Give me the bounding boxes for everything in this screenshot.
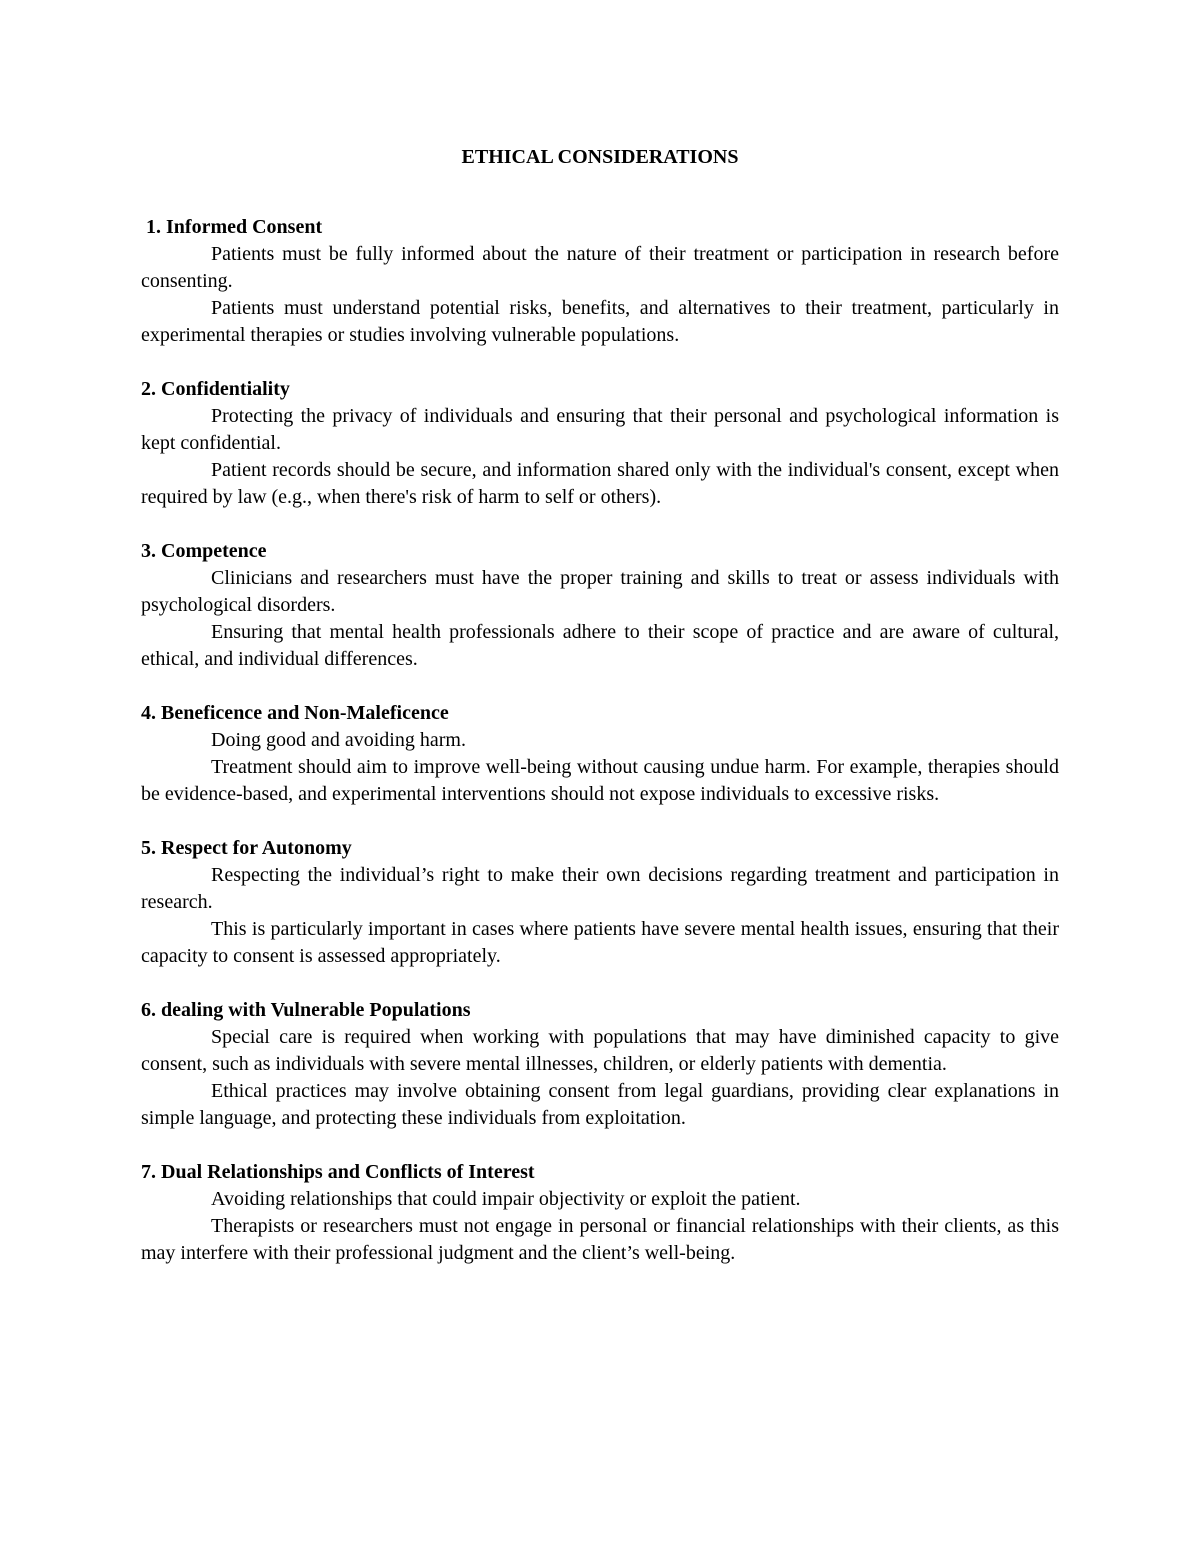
section-heading: 6. dealing with Vulnerable Populations [141,999,471,1021]
section-competence [141,538,1059,673]
section-heading: 1. Informed Consent [146,216,323,238]
section-paragraph: Protecting the privacy of individuals and ensuring that their personal and psychological information is kept confidential. [141,405,1059,454]
section-dual-relationships [141,1159,1059,1267]
section-heading: 4. Beneficence and Non-Maleficence [141,702,449,724]
section-paragraph: Ethical practices may involve obtaining consent from legal guardians, providing clear explanations in simple language, and protecting these individuals from exploitation. [141,1080,1059,1129]
section-paragraph: Patient records should be secure, and information shared only with the individual's consent, except when required by law (e.g., when there's risk of harm to self or others). [141,459,1059,508]
section-paragraph: Treatment should aim to improve well-being without causing undue harm. For example, therapies should be evidence-based, and experimental interventions should not expose individuals to excessive risks. [141,756,1059,805]
section-paragraph: Respecting the individual’s right to make their own decisions regarding treatment and participation in research. [141,864,1059,913]
section-paragraph: This is particularly important in cases where patients have severe mental health issues, ensuring that their capacity to consent is assessed appropriately. [141,918,1059,967]
section-vulnerable-populations [141,997,1059,1132]
section-paragraph: Special care is required when working with populations that may have diminished capacity to give consent, such as individuals with severe mental illnesses, children, or elderly patients with dementia. [141,1026,1059,1075]
section-heading: 7. Dual Relationships and Conflicts of Interest [141,1161,535,1183]
section-paragraph: Clinicians and researchers must have the proper training and skills to treat or assess individuals with psychological disorders. [141,567,1059,616]
section-beneficence [141,700,1059,808]
section-heading: 3. Competence [141,540,267,562]
section-heading: 5. Respect for Autonomy [141,837,352,859]
section-respect-autonomy [141,835,1059,970]
section-paragraph: Ensuring that mental health professionals adhere to their scope of practice and are aware of cultural, ethical, and individual differences. [141,621,1059,670]
section-informed-consent [141,214,1059,349]
section-paragraph: Patients must understand potential risks, benefits, and alternatives to their treatment, particularly in experimental therapies or studies involving vulnerable populations. [141,297,1059,346]
section-paragraph: Patients must be fully informed about the nature of their treatment or participation in research before consenting. [141,243,1059,292]
section-heading: 2. Confidentiality [141,378,290,400]
document-body [141,144,1059,1294]
section-paragraph: Therapists or researchers must not engage in personal or financial relationships with their clients, as this may interfere with their professional judgment and the client’s well-being. [141,1215,1059,1264]
section-paragraph: Doing good and avoiding harm. [211,729,466,751]
document-title: ETHICAL CONSIDERATIONS [461,146,739,168]
section-paragraph: Avoiding relationships that could impair objectivity or exploit the patient. [211,1188,801,1210]
section-confidentiality [141,376,1059,511]
